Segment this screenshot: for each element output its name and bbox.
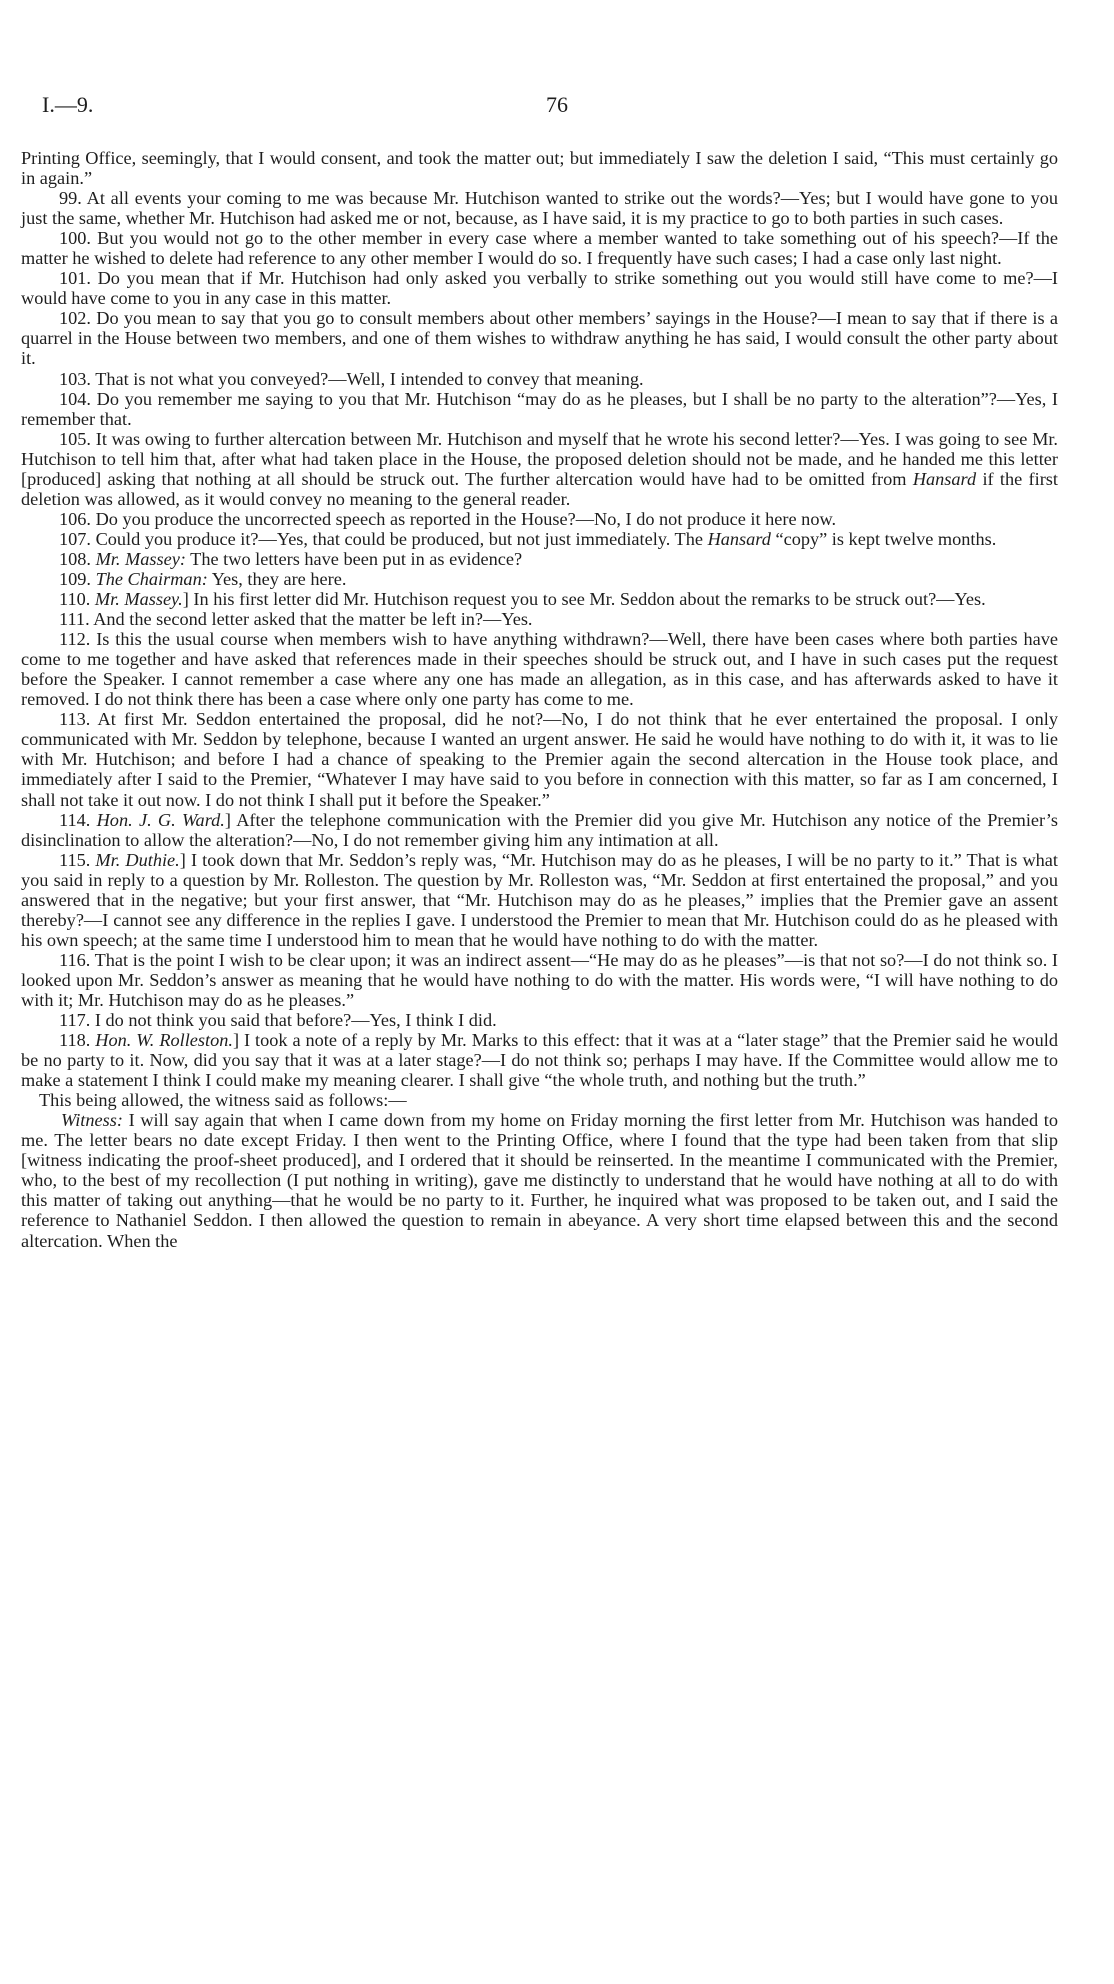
question-107: 107. Could you produce it?—Yes, that could be produced, but not just immediately. The Hansard “copy” is kept twelve months. bbox=[59, 528, 997, 549]
question-101: 101. Do you mean that if Mr. Hutchison had only asked you verbally to strike something out you would still have come to me?—I would have come to you in any case in this matter. bbox=[21, 268, 1058, 309]
question-104: 104. Do you remember me saying to you that Mr. Hutchison “may do as he pleases, but I shall be no party to the alteration”?—Yes, I remember that. bbox=[21, 388, 1058, 429]
evidence-body bbox=[21, 148, 1058, 1251]
question-108: 108. Mr. Massey: The two letters have been put in as evidence? bbox=[59, 548, 523, 569]
question-99: 99. At all events your coming to me was because Mr. Hutchison wanted to strike out the words?—Yes; but I would have gone to you just the same, whether Mr. Hutchison had asked me or not, because, as I have said, it is my practice to go to both parties in such cases. bbox=[21, 188, 1058, 229]
question-115: 115. Mr. Duthie.] I took down that Mr. Seddon’s reply was, “Mr. Hutchison may do as he pleases, I will be no party to it.” That is what you said in reply to a question by Mr. Rolleston. The question by Mr. Rolleston was, “Mr. Seddon at first entertained the proposal,” and you answered that in the negative; but your first answer, that “Mr. Hutchison may do as he pleases,” implies that the Premier gave an assent thereby?—I cannot see any difference in the replies I gave. I understood the Premier to mean that Mr. Hutchison could do as he pleased with his own speech; at the same time I understood him to mean that he would have nothing to do with the matter. bbox=[21, 849, 1058, 950]
question-114: 114. Hon. J. G. Ward.] After the telephone communication with the Premier did you give Mr. Hutchison any notice of the Premier’s disinclination to allow the alteration?—No, I do not remember giving him any intimation at all. bbox=[21, 809, 1058, 850]
question-110: 110. Mr. Massey.] In his first letter did Mr. Hutchison request you to see Mr. Seddon about the remarks to be struck out?—Yes. bbox=[59, 589, 986, 610]
document-reference: I.—9. bbox=[42, 92, 94, 117]
question-116: 116. That is the point I wish to be clear upon; it was an indirect assent—“He may do as he pleases”—is that not so?—I do not think so. I looked upon Mr. Seddon’s answer as meaning that he would have nothing to do with the matter. His words were, “I will have nothing to do with it; Mr. Hutchison may do as he pleases.” bbox=[21, 949, 1058, 1010]
page-header bbox=[40, 92, 1074, 126]
page-number: 76 bbox=[546, 92, 568, 117]
paragraph-continued: Printing Office, seemingly, that I would consent, and took the matter out; but immediately I saw the deletion I said, “This must certainly go in again.” bbox=[21, 148, 1058, 189]
question-106: 106. Do you produce the uncorrected speech as reported in the House?—No, I do not produce it here now. bbox=[59, 508, 837, 529]
question-112: 112. Is this the usual course when members wish to have anything withdrawn?—Well, there have been cases where both parties have come to me together and have asked that references made in their speeches should be struck out, and I have in such cases put the request before the Speaker. I cannot remember a case where any one has made an allegation, as in this case, and has afterwards asked to have it removed. I do not think there has been a case where only one party has come to me. bbox=[21, 629, 1058, 710]
question-103: 103. That is not what you conveyed?—Well, I intended to convey that meaning. bbox=[59, 368, 644, 389]
question-118: 118. Hon. W. Rolleston.] I took a note of a reply by Mr. Marks to this effect: that it was at a “later stage” that the Premier said he would be no party to it. Now, did you say that it was at a later stage?—I do not think so; perhaps I may have. If the Committee would allow me to make a statement I think I could make my meaning clearer. I shall give “the whole truth, and nothing but the truth.” bbox=[21, 1030, 1058, 1091]
question-100: 100. But you would not go to the other member in every case where a member wanted to take something out of his speech?—If the matter he wished to delete had reference to any other member I would do so. I frequently have such cases; I had a case only last night. bbox=[21, 228, 1058, 269]
question-113: 113. At first Mr. Seddon entertained the proposal, did he not?—No, I do not think that he ever entertained the proposal. I only communicated with Mr. Seddon by telephone, because I wanted an urgent answer. He said he would have nothing to do with it, it was to lie with Mr. Hutchison; and before I had a chance of speaking to the Premier again the second altercation in the House took place, and immediately after I said to the Premier, “Whatever I may have said to you before in connection with this matter, so far as I am concerned, I shall not take it out now. I do not think I shall put it before the Speaker.” bbox=[21, 709, 1058, 810]
question-102: 102. Do you mean to say that you go to consult members about other members’ sayings in the House?—I mean to say that if there is a quarrel in the House between two members, and one of them wishes to withdraw anything he has said, I would consult the other party about it. bbox=[21, 308, 1058, 369]
witness-statement: Witness: I will say again that when I came down from my home on Friday morning the first letter from Mr. Hutchison was handed to me. The letter bears no date except Friday. I then went to the Printing Office, where I found that the type had been taken from that slip [witness indicating the proof-sheet produced], and I ordered that it should be reinserted. In the meantime I communicated with the Premier, who, to the best of my recollection (I put nothing in writing), gave me distinctly to understand that he would have nothing at all to do with this matter of taking out anything—that he would be no party to it. Further, he inquired what was proposed to be taken out, and I said the reference to Nathaniel Seddon. I then allowed the question to remain in abeyance. A very short time elapsed between this and the second altercation. When the bbox=[21, 1110, 1058, 1251]
question-105: 105. It was owing to further altercation between Mr. Hutchison and myself that he wrote his second letter?—Yes. I was going to see Mr. Hutchison to tell him that, after what had taken place in the House, the proposed deletion should not be made, and he handed me this letter [produced] asking that nothing at all should be struck out. The further altercation would have had to be omitted from Hansard if the first deletion was allowed, as it would convey no meaning to the general reader. bbox=[21, 428, 1058, 509]
question-117: 117. I do not think you said that before?—Yes, I think I did. bbox=[59, 1010, 497, 1031]
question-109: 109. The Chairman: Yes, they are here. bbox=[59, 568, 347, 589]
statement-intro: This being allowed, the witness said as follows:— bbox=[39, 1090, 407, 1111]
question-111: 111. And the second letter asked that the matter be left in?—Yes. bbox=[59, 609, 533, 630]
